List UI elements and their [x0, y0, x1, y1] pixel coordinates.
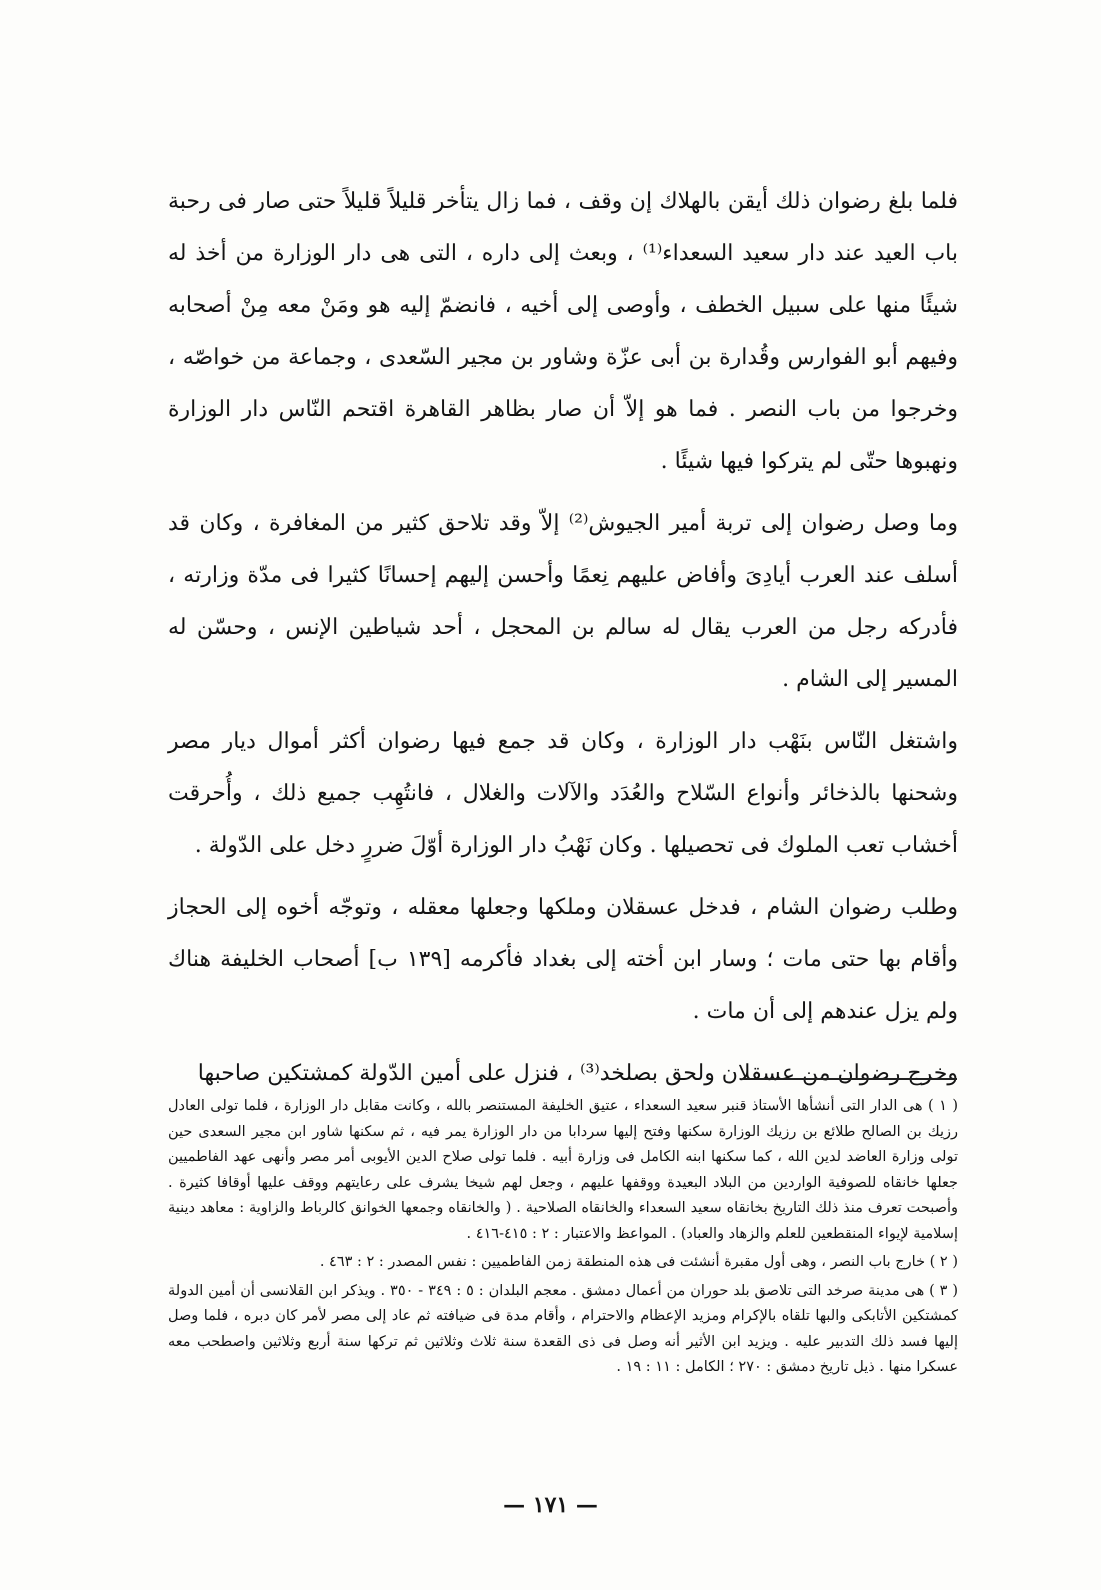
footnotes — [168, 1094, 958, 1381]
footnote-2: ( ٢ ) خارج باب النصر ، وهى أول مقبرة أنشئت فى هذه المنطقة زمن الفاطميين : نفس المصدر : ٢ : ٤٦٣ . — [319, 1254, 958, 1270]
paragraph-3: واشتغل النّاس بنَهْب دار الوزارة ، وكان قد جمع فيها رضوان أكثر أموال ديار مصر وشحنها بالذخائر وأنواع السّلاح والعُدَد والآلات والغلال ، فانتُهِب جميع ذلك ، وأُحرقت أخشاب تعب الملوك فى تحصيلها . وكان نَهْبُ دار الوزارة أوّلَ ضررٍ دخل على الدّولة . — [168, 729, 958, 858]
paragraph-1: فلما بلغ رضوان ذلك أيقن بالهلاك إن وقف ، فما زال يتأخر قليلاً قليلاً حتى صار فى رحبة باب العيد عند دار سعيد السعداء⁽¹⁾ ، وبعث إلى داره ، التى هى دار الوزارة من أخذ له شيئًا منها على سبيل الخطف ، وأوصى إلى أخيه ، فانضمّ إليه هو ومَنْ معه مِنْ أصحابه وفيهم أبو الفوارس وقُدارة بن أبى عزّة وشاور بن مجير السّعدى ، وجماعة من خواصّه ، وخرجوا من باب النصر . فما هو إلاّ أن صار بظاهر القاهرة اقتحم النّاس دار الوزارة ونهبوها حتّى لم يتركوا فيها شيئًا . — [168, 189, 958, 474]
paragraph-2: وما وصل رضوان إلى تربة أمير الجيوش⁽²⁾ إلاّ وقد تلاحق كثير من المغافرة ، وكان قد أسلف عند العرب أيادِىَ وأفاض عليهم نِعمًا وأحسن إليهم إحسانًا كثيرا فى مدّة وزارته ، فأدركه رجل من العرب يقال له سالم بن المحجل ، أحد شياطين الإنس ، وحسّن له المسير إلى الشام . — [168, 511, 958, 692]
footnote-1: ( ١ ) هى الدار التى أنشأها الأستاذ قنبر سعيد السعداء ، عتيق الخليفة المستنصر بالله ، وكانت مقابل دار الوزارة ، فلما تولى العادل رزيك بن الصالح طلائع بن رزيك الوزارة سكنها وفتح إليها سردابا من دار الوزارة يمر فيه ، ثم سكنها شاور ابن مجير السعدى حين تولى وزارة العاضد لدين الله ، كما سكنها ابنه الكامل فى وزارة أبيه . فلما تولى صلاح الدين الأيوبى أمر مصر وأنهى عهد الفاطميين جعلها خانقاه للصوفية الواردين من البلاد البعيدة ووقفها عليهم ، وجعل لهم شيخا يشرف على رعايتهم ووقف عليها أوقافا كثيرة . وأصبحت تعرف منذ ذلك التاريخ بخانقاه سعيد السعداء والخانقاه الصلاحية . ( والخانقاه وجمعها الخوانق كالرباط والزاوية : معاهد دينية إسلامية لإيواء المنقطعين للعلم والزهاد والعباد) . المواعظ والاعتبار : ٢ : ٤١٥-٤١٦ . — [168, 1098, 958, 1242]
footnote-3: ( ٣ ) هى مدينة صرخد التى تلاصق بلد حوران من أعمال دمشق . معجم البلدان : ٥ : ٣٤٩ - ٣٥٠ . ويذكر ابن القلانسى أن أمين الدولة كمشتكين الأتابكى والبها تلقاه بالإكرام ومزيد الإعظام والاحترام ، وأقام مدة فى ضيافته ثم عاد إلى مصر لأمر كان دبره ، فلما وصل إليها فسد ذلك التدبير عليه . ويزيد ابن الأثير أنه وصل فى ذى القعدة سنة ثلاث وثلاثين ثم تركها سنة أربع وثلاثين واصطحب معه عسكرا منها . ذيل تاريخ دمشق : ٢٧٠ ؛ الكامل : ١١ : ١٩ . — [168, 1282, 959, 1375]
paragraph-5: وخرج رضوان من عسقلان ولحق بصلخد⁽³⁾ ، فنزل على أمين الدّولة كمشتكين صاحبها — [197, 1061, 958, 1086]
page-number: — ١٧١ — — [503, 1492, 598, 1518]
paragraph-4: وطلب رضوان الشام ، فدخل عسقلان وملكها وجعلها معقله ، وتوجّه أخوه إلى الحجاز وأقام بها حتى مات ؛ وسار ابن أخته إلى بغداد فأكرمه [١٣٩ ب] أصحاب الخليفة هناك ولم يزل عندهم إلى أن مات . — [168, 895, 958, 1024]
footnote-separator — [742, 1078, 957, 1080]
main-text — [168, 176, 958, 1100]
